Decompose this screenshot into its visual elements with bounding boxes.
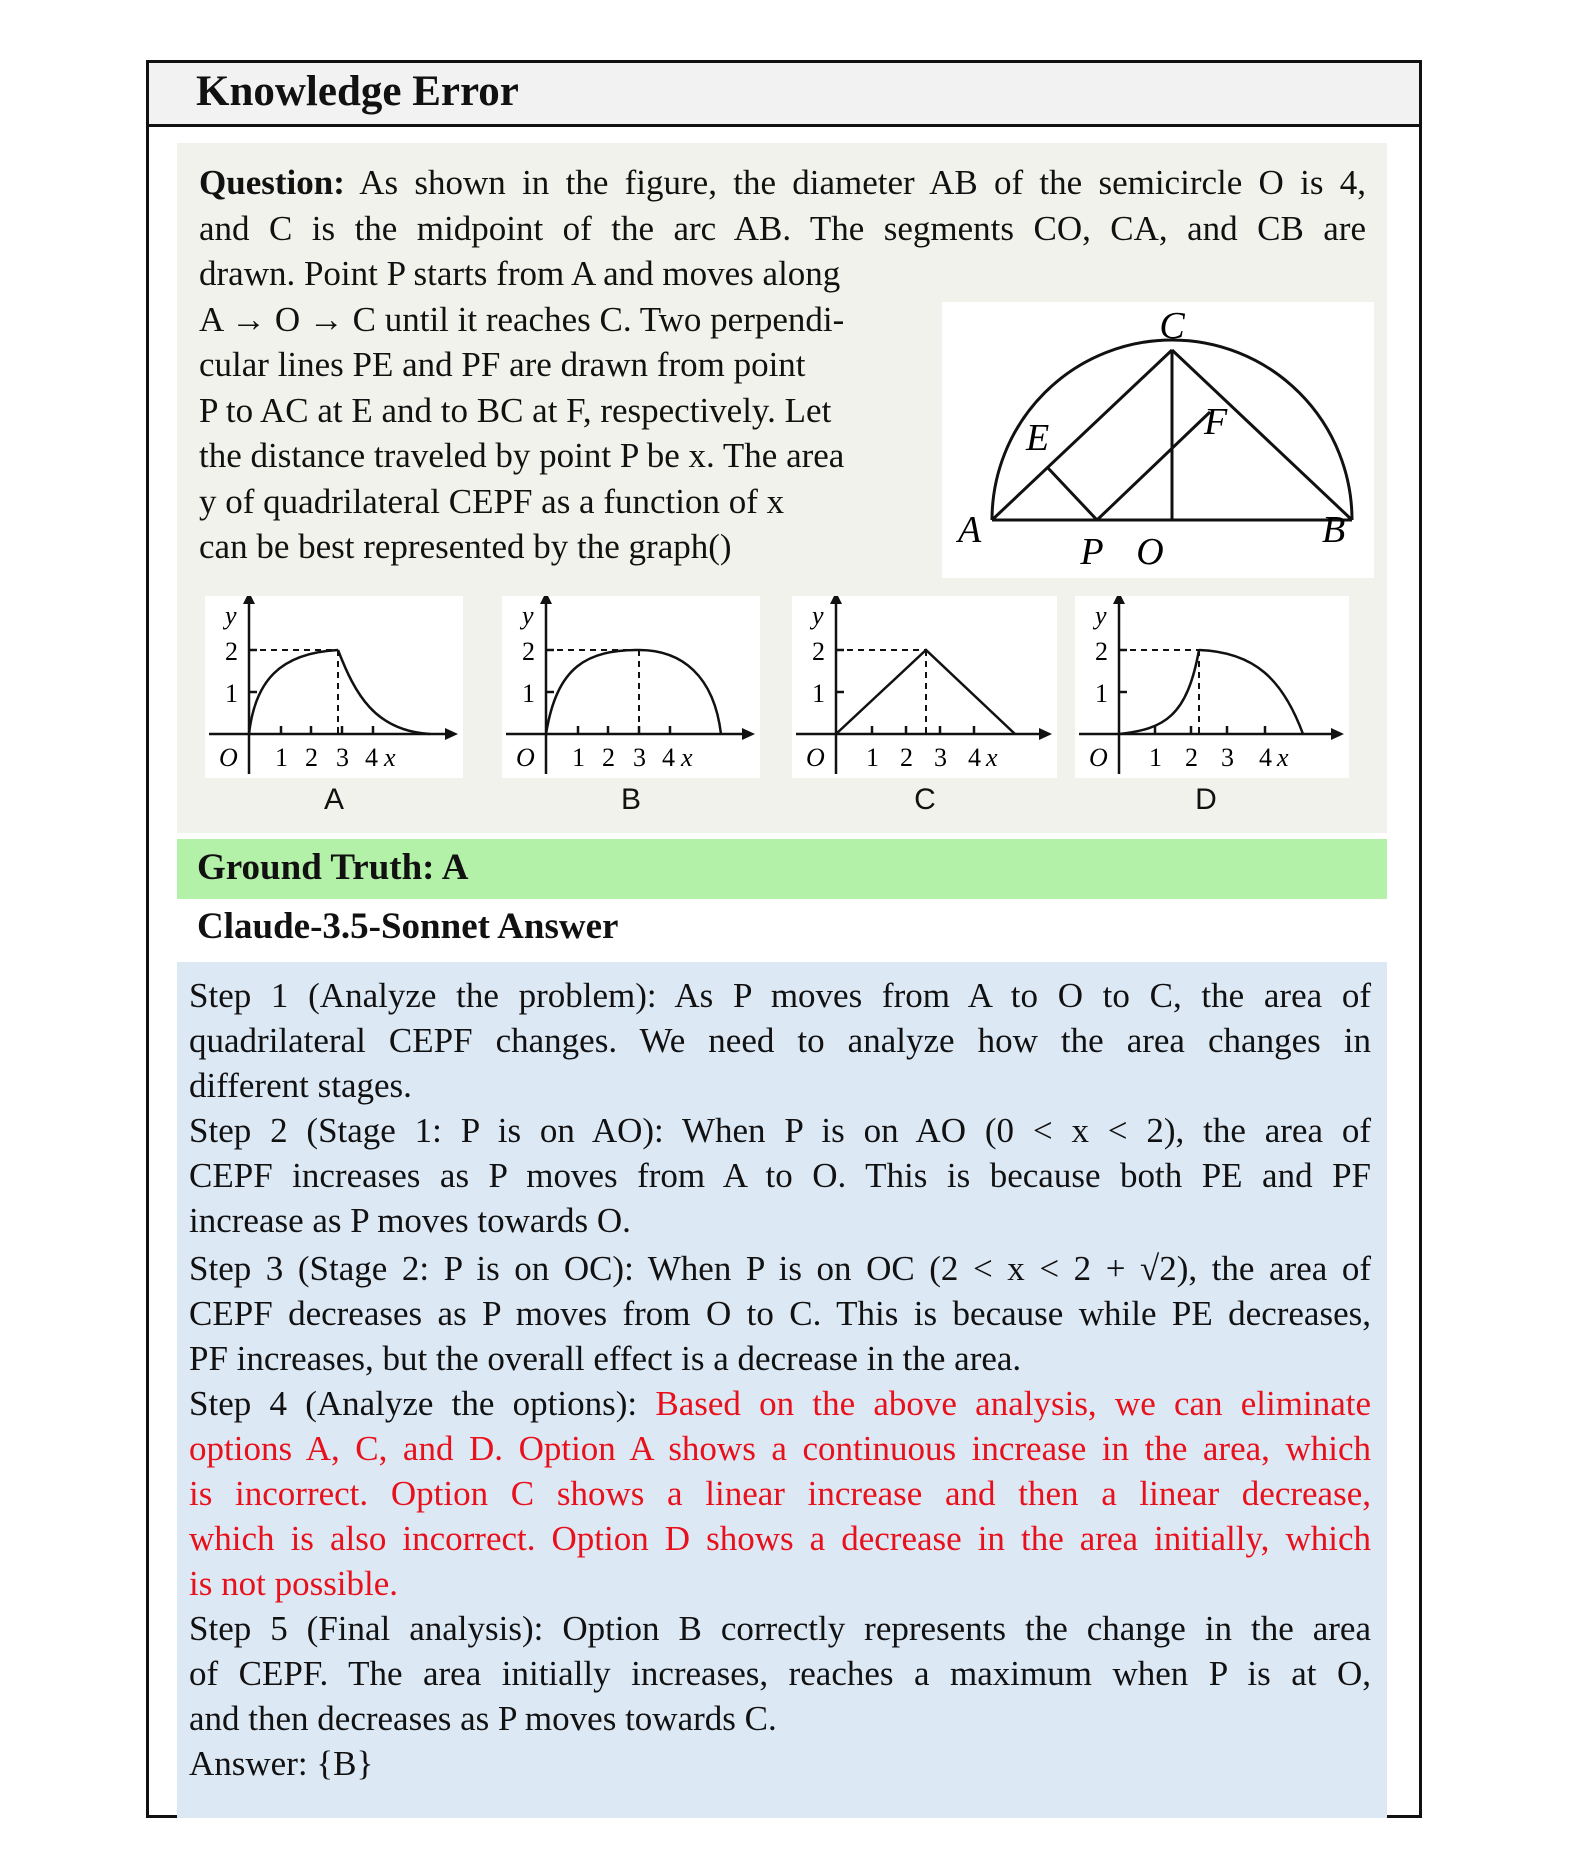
segment-cb bbox=[1172, 350, 1352, 520]
knowledge-error-card bbox=[146, 60, 1422, 1818]
answer-line-error: which is also incorrect. Option D shows a decrease in the area initially, which bbox=[189, 1519, 1371, 1558]
title-bar bbox=[149, 63, 1419, 127]
question-line-8: y of quadrilateral CEPF as a function of x bbox=[199, 482, 785, 521]
option-label-d: D bbox=[1195, 783, 1217, 816]
answer-line: Step 3 (Stage 2: P is on OC): When P is on OC (2 < x < 2 + √2), the area of bbox=[189, 1249, 1371, 1288]
option-label-b: B bbox=[620, 783, 641, 816]
semicircle-figure bbox=[942, 302, 1374, 578]
question-box bbox=[177, 143, 1387, 833]
question-line-5: cular lines PE and PF are drawn from point bbox=[199, 345, 806, 384]
svg-text:3: 3 bbox=[336, 743, 349, 772]
answer-title: Claude-3.5-Sonnet Answer bbox=[197, 906, 619, 947]
curve-rise bbox=[249, 650, 338, 734]
svg-text:1: 1 bbox=[522, 679, 535, 708]
answer-line: CEPF decreases as P moves from O to C. This is because while PE decreases, bbox=[189, 1294, 1371, 1333]
svg-text:4: 4 bbox=[1259, 743, 1272, 772]
svg-text:x: x bbox=[681, 743, 693, 772]
answer-line-error: is incorrect. Option C shows a linear increase and then a linear decrease, bbox=[189, 1474, 1371, 1513]
option-label-c: C bbox=[914, 783, 936, 816]
svg-text:x: x bbox=[1277, 743, 1289, 772]
option-graph-b bbox=[502, 596, 760, 778]
segment-pf bbox=[1097, 412, 1210, 520]
ground-truth-bar bbox=[177, 839, 1387, 899]
svg-text:2: 2 bbox=[602, 743, 615, 772]
semicircle-diagram bbox=[942, 302, 1374, 578]
svg-text:O: O bbox=[219, 743, 238, 772]
label-f: F bbox=[1204, 401, 1228, 443]
answer-line-error: is not possible. bbox=[189, 1564, 399, 1603]
answer-line: Step 2 (Stage 1: P is on AO): When P is on AO (0 < x < 2), the area of bbox=[189, 1111, 1371, 1150]
svg-text:1: 1 bbox=[866, 743, 879, 772]
segment-pe bbox=[1048, 468, 1097, 520]
label-p: P bbox=[1080, 531, 1104, 573]
question-line-9: can be best represented by the graph() bbox=[199, 527, 732, 566]
answer-line: and then decreases as P moves towards C. bbox=[189, 1699, 777, 1738]
svg-text:2: 2 bbox=[1095, 637, 1108, 666]
answer-box bbox=[177, 962, 1387, 1818]
svg-text:4: 4 bbox=[365, 743, 378, 772]
question-label: Question: bbox=[199, 163, 345, 202]
svg-text:3: 3 bbox=[934, 743, 947, 772]
svg-text:y: y bbox=[1095, 601, 1107, 630]
svg-text:4: 4 bbox=[662, 743, 675, 772]
svg-text:2: 2 bbox=[305, 743, 318, 772]
question-line-4: A → O → C until it reaches C. Two perpendi- bbox=[199, 300, 845, 339]
svg-text:1: 1 bbox=[225, 679, 238, 708]
option-label-a: A bbox=[323, 783, 344, 816]
curve-fall bbox=[338, 650, 430, 734]
label-e: E bbox=[1026, 417, 1050, 459]
svg-text:x: x bbox=[986, 743, 998, 772]
segment-ca bbox=[992, 350, 1172, 520]
svg-text:2: 2 bbox=[225, 637, 238, 666]
question-line-1: Question: As shown in the figure, the diameter AB of the semicircle O is 4, bbox=[199, 163, 1366, 202]
svg-text:2: 2 bbox=[1185, 743, 1198, 772]
answer-line: different stages. bbox=[189, 1066, 412, 1105]
answer-line-error: options A, C, and D. Option A shows a continuous increase in the area, which bbox=[189, 1429, 1371, 1468]
svg-text:4: 4 bbox=[968, 743, 981, 772]
svg-text:x: x bbox=[384, 743, 396, 772]
question-line-2: and C is the midpoint of the arc AB. The segments CO, CA, and CB are bbox=[199, 209, 1366, 248]
answer-line: CEPF increases as P moves from A to O. This is because both PE and PF bbox=[189, 1156, 1371, 1195]
answer-line: of CEPF. The area initially increases, reaches a maximum when P is at O, bbox=[189, 1654, 1371, 1693]
svg-text:2: 2 bbox=[900, 743, 913, 772]
svg-text:1: 1 bbox=[572, 743, 585, 772]
option-graph-d bbox=[1075, 596, 1349, 778]
answer-line: increase as P moves towards O. bbox=[189, 1201, 631, 1240]
option-graph-c bbox=[792, 596, 1057, 778]
svg-text:3: 3 bbox=[633, 743, 646, 772]
answer-line: Step 5 (Final analysis): Option B correctly represents the change in the area bbox=[189, 1609, 1371, 1648]
label-b: B bbox=[1322, 509, 1346, 551]
svg-text:2: 2 bbox=[812, 637, 825, 666]
svg-text:1: 1 bbox=[1095, 679, 1108, 708]
svg-text:O: O bbox=[806, 743, 825, 772]
svg-text:y: y bbox=[225, 601, 237, 630]
ground-truth-text: Ground Truth: A bbox=[197, 847, 469, 888]
option-graph-a bbox=[205, 596, 463, 778]
card-title: Knowledge Error bbox=[196, 68, 519, 115]
svg-text:1: 1 bbox=[812, 679, 825, 708]
svg-text:1: 1 bbox=[275, 743, 288, 772]
label-a: A bbox=[958, 509, 982, 551]
final-answer: Answer: {B} bbox=[189, 1744, 374, 1783]
svg-text:y: y bbox=[522, 601, 534, 630]
answer-line: PF increases, but the overall effect is a decrease in the area. bbox=[189, 1339, 1022, 1378]
svg-text:y: y bbox=[812, 601, 824, 630]
svg-text:1: 1 bbox=[1149, 743, 1162, 772]
svg-text:O: O bbox=[1089, 743, 1108, 772]
question-line-6: P to AC at E and to BC at F, respectively. Let bbox=[199, 391, 832, 430]
question-line-7: the distance traveled by point P be x. The area bbox=[199, 436, 845, 475]
question-line-3: drawn. Point P starts from A and moves along bbox=[199, 254, 841, 293]
answer-line-step4: Step 4 (Analyze the options): Based on the above analysis, we can eliminate bbox=[189, 1384, 1371, 1423]
label-o: O bbox=[1136, 531, 1164, 573]
answer-line: Step 1 (Analyze the problem): As P moves from A to O to C, the area of bbox=[189, 976, 1371, 1015]
svg-text:2: 2 bbox=[522, 637, 535, 666]
svg-text:O: O bbox=[516, 743, 535, 772]
label-c: C bbox=[1159, 305, 1185, 347]
answer-line: quadrilateral CEPF changes. We need to analyze how the area changes in bbox=[189, 1021, 1371, 1060]
svg-text:3: 3 bbox=[1221, 743, 1234, 772]
